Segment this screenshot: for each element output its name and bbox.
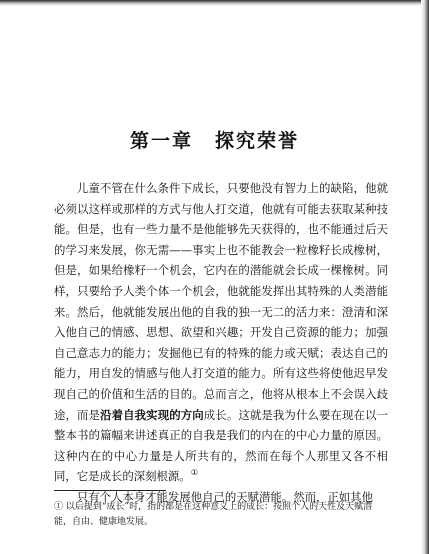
paragraph-1 [54,178,388,487]
paragraph-1-text-a: 儿童不管在什么条件下成长，只要他没有智力上的缺陷，他就必须以这样或那样的方式与他人打交道，他就有可能去获取某种技能。但是，也有一些力量不是他能够先天获得的，也不能通过后天的学习来发展，你无需——事实上也不能教会一粒橡籽长成橡树，但是，如果给橡籽一个机会，它内在的潜能就会长成一棵橡树。同样，只要给予人类个体一个机会，他就能发挥出其特殊的人类潜能来。然后，他就能发展出他的自我的独一无二的活力来：澄清和深入他自己的情感、思想、欲望和兴趣；开发自己资源的能力；加强自己意志力的能力；发掘他已有的特殊的能力或天赋；表达自己的能力，用自发的情感与他人打交道的能力。所有这些将使他迟早发现自己的价值和生活的目的。总而言之，他将从根本上不会误入歧途，而是 [54,181,388,422]
scan-edge-shadow [421,0,429,554]
footnote-text: 以后提到“成长”时，指的都是在这种意义上的成长：按照个人的天性及天赋潜能，自由、健康地发展。 [54,502,373,527]
scan-top-shadow [0,0,429,6]
body-text [54,178,388,508]
paragraph-1-bold-text: 沿着自我实现的方向 [100,407,204,422]
chapter-heading [0,126,429,153]
paragraph-1-text-b: 成长。这就是我为什么要在现在以一整本书的篇幅来讲述真正的自我是我们的内在的中心力量的原因。这种内在的中心力量是人所共有的，然而在每个人那里又各不相同，它是成长的深刻根源。 [54,407,388,484]
footnote [54,500,388,530]
footnote-reference: ① [190,468,198,478]
paragraph-2-text: 只有个人本身才能发展他自己的天赋潜能。然而，正如其他 [76,489,373,504]
footnote-rule [54,490,166,491]
chapter-number: 第一章 [129,130,193,152]
footnote-mark: ① [54,502,64,512]
chapter-title: 探究荣誉 [215,130,300,152]
